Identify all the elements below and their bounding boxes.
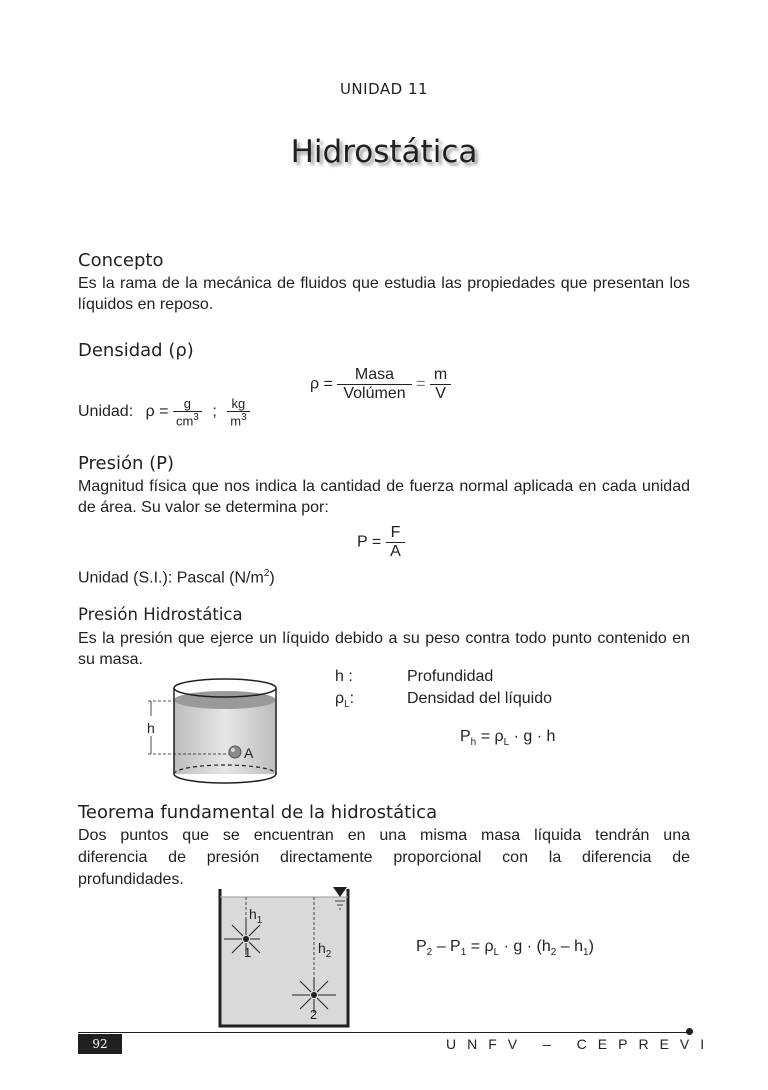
diagram-point-2-label: 2 xyxy=(310,1007,318,1022)
page-number: 92 xyxy=(78,1034,122,1054)
tf-mid: · g · (h xyxy=(503,938,551,955)
point-2 xyxy=(311,992,317,998)
footer-text: UNFV – CEPREVI xyxy=(446,1036,716,1052)
diagram-A-label: A xyxy=(244,745,254,761)
concepto-heading: Concepto xyxy=(78,250,164,271)
unit2-den-wrap xyxy=(227,412,249,428)
presion-hidro-text: Es la presión que ejerce un líquido debido a su peso contra todo punto contenido en su masa. xyxy=(78,630,690,668)
unit1-den: cm xyxy=(175,413,194,429)
diagram-h2: h xyxy=(318,940,326,956)
cylinder-bottom xyxy=(174,774,276,783)
density-eq: = xyxy=(416,375,426,393)
cylinder-liquid xyxy=(174,700,276,774)
tf-P2: P xyxy=(416,938,427,955)
pressure-num: F xyxy=(386,524,406,543)
unit2-den: m xyxy=(230,413,242,429)
density-unit-label: Unidad: xyxy=(78,403,134,421)
point-1 xyxy=(243,936,249,942)
surface-marker xyxy=(333,887,347,897)
pressure-unit-exp: 2 xyxy=(263,568,270,579)
diagram-h-label: h xyxy=(147,720,155,736)
density-fraction xyxy=(337,366,411,403)
diagram-h1-sub: 1 xyxy=(256,914,263,926)
diagram-h1: h xyxy=(249,906,257,922)
tf-minus-h: – h xyxy=(560,938,584,955)
point-A-highlight xyxy=(231,748,235,752)
pressure-lhs: P = xyxy=(357,533,382,551)
hydro-P: P xyxy=(460,728,471,745)
legend-rho-sym-wrap xyxy=(335,690,354,710)
unit1-exp: 3 xyxy=(193,412,199,423)
diagram-point-1-label: 1 xyxy=(244,945,252,960)
presion-text: Magnitud física que nos indica la cantidad de fuerza normal aplicada en cada unidad de área. Su valor se determina por: xyxy=(78,478,690,516)
tank-diagram xyxy=(210,885,360,1031)
unit-label: UNIDAD 11 xyxy=(339,80,429,98)
unit1-num: g xyxy=(173,396,202,412)
hydro-rest: · g · h xyxy=(513,728,556,745)
unit-fraction-2 xyxy=(227,396,249,428)
density-den: Volúmen xyxy=(343,385,406,402)
unit1-den-wrap xyxy=(173,412,202,428)
hydro-rho: ρ xyxy=(494,728,504,745)
theorem-formula xyxy=(416,938,594,958)
diagram-h2-sub: 2 xyxy=(325,948,332,960)
tf-minus-P1: – P xyxy=(436,938,461,955)
legend-h-sym: h : xyxy=(335,668,353,685)
footer-rule xyxy=(78,1032,690,1033)
density-num: Masa xyxy=(337,366,411,385)
density-unit-lhs: ρ = xyxy=(145,403,169,421)
hydro-rho-sub: L xyxy=(503,737,510,749)
legend-rho-colon: : xyxy=(349,690,355,707)
hydro-P-sub: h xyxy=(470,737,477,749)
teorema-heading: Teorema fundamental de la hidrostática xyxy=(78,802,438,823)
tf-rho-sub: L xyxy=(493,947,500,959)
tf-close: ) xyxy=(588,938,594,955)
legend-rho-sub: L xyxy=(344,699,350,711)
pressure-unit xyxy=(78,568,275,587)
concepto-text: Es la rama de la mecánica de fluidos que estudia las propiedades que presentan los líquidos en reposo. xyxy=(78,275,690,313)
tank-liquid xyxy=(220,897,348,1026)
teorema-line3: profundidades. xyxy=(78,871,184,888)
density-num2: m xyxy=(430,366,451,385)
diagram-h1-label xyxy=(249,906,262,926)
tf-eq-rho: = ρ xyxy=(470,938,494,955)
unit2-exp: 3 xyxy=(241,412,247,423)
unit-fraction-1 xyxy=(173,396,202,428)
teorema-line2: diferencia de presión directamente proporcional con la diferencia de xyxy=(78,849,690,866)
densidad-heading: Densidad (ρ) xyxy=(78,340,194,361)
point-A xyxy=(229,746,241,758)
teorema-line1: Dos puntos que se encuentran en una misma masa líquida tendrán una xyxy=(78,827,690,844)
density-lhs: ρ = xyxy=(310,375,333,393)
tf-P1-sub: 1 xyxy=(460,947,467,959)
legend-rho: Densidad del líquido xyxy=(407,690,552,707)
tf-P2-sub: 2 xyxy=(426,947,433,959)
density-den2: V xyxy=(435,385,446,402)
density-fraction-2 xyxy=(430,366,451,403)
presion-hidro-heading: Presión Hidrostática xyxy=(78,605,243,624)
pressure-fraction xyxy=(386,524,406,561)
pressure-unit-text: Unidad (S.I.): Pascal (N/m xyxy=(78,569,264,587)
legend-rho-sym: ρ xyxy=(335,690,345,707)
tf-h2-sub: 2 xyxy=(550,947,557,959)
hydro-eq: = xyxy=(480,728,491,745)
density-formula xyxy=(310,366,451,403)
unit-separator: ; xyxy=(212,403,217,421)
density-unit xyxy=(78,396,250,428)
presion-heading: Presión (P) xyxy=(78,453,175,474)
unit2-num: kg xyxy=(227,396,249,412)
tf-h1-sub: 1 xyxy=(583,947,589,959)
page-title: Hidrostática xyxy=(290,134,478,170)
hydro-formula xyxy=(460,728,555,748)
pressure-den: A xyxy=(390,543,401,560)
diagram-h2-label xyxy=(318,940,331,960)
pressure-formula xyxy=(357,524,405,561)
pressure-unit-close: ) xyxy=(269,569,275,587)
legend-h: Profundidad xyxy=(407,668,494,685)
cylinder-diagram xyxy=(140,668,290,790)
footer-rule-dot xyxy=(686,1028,693,1035)
